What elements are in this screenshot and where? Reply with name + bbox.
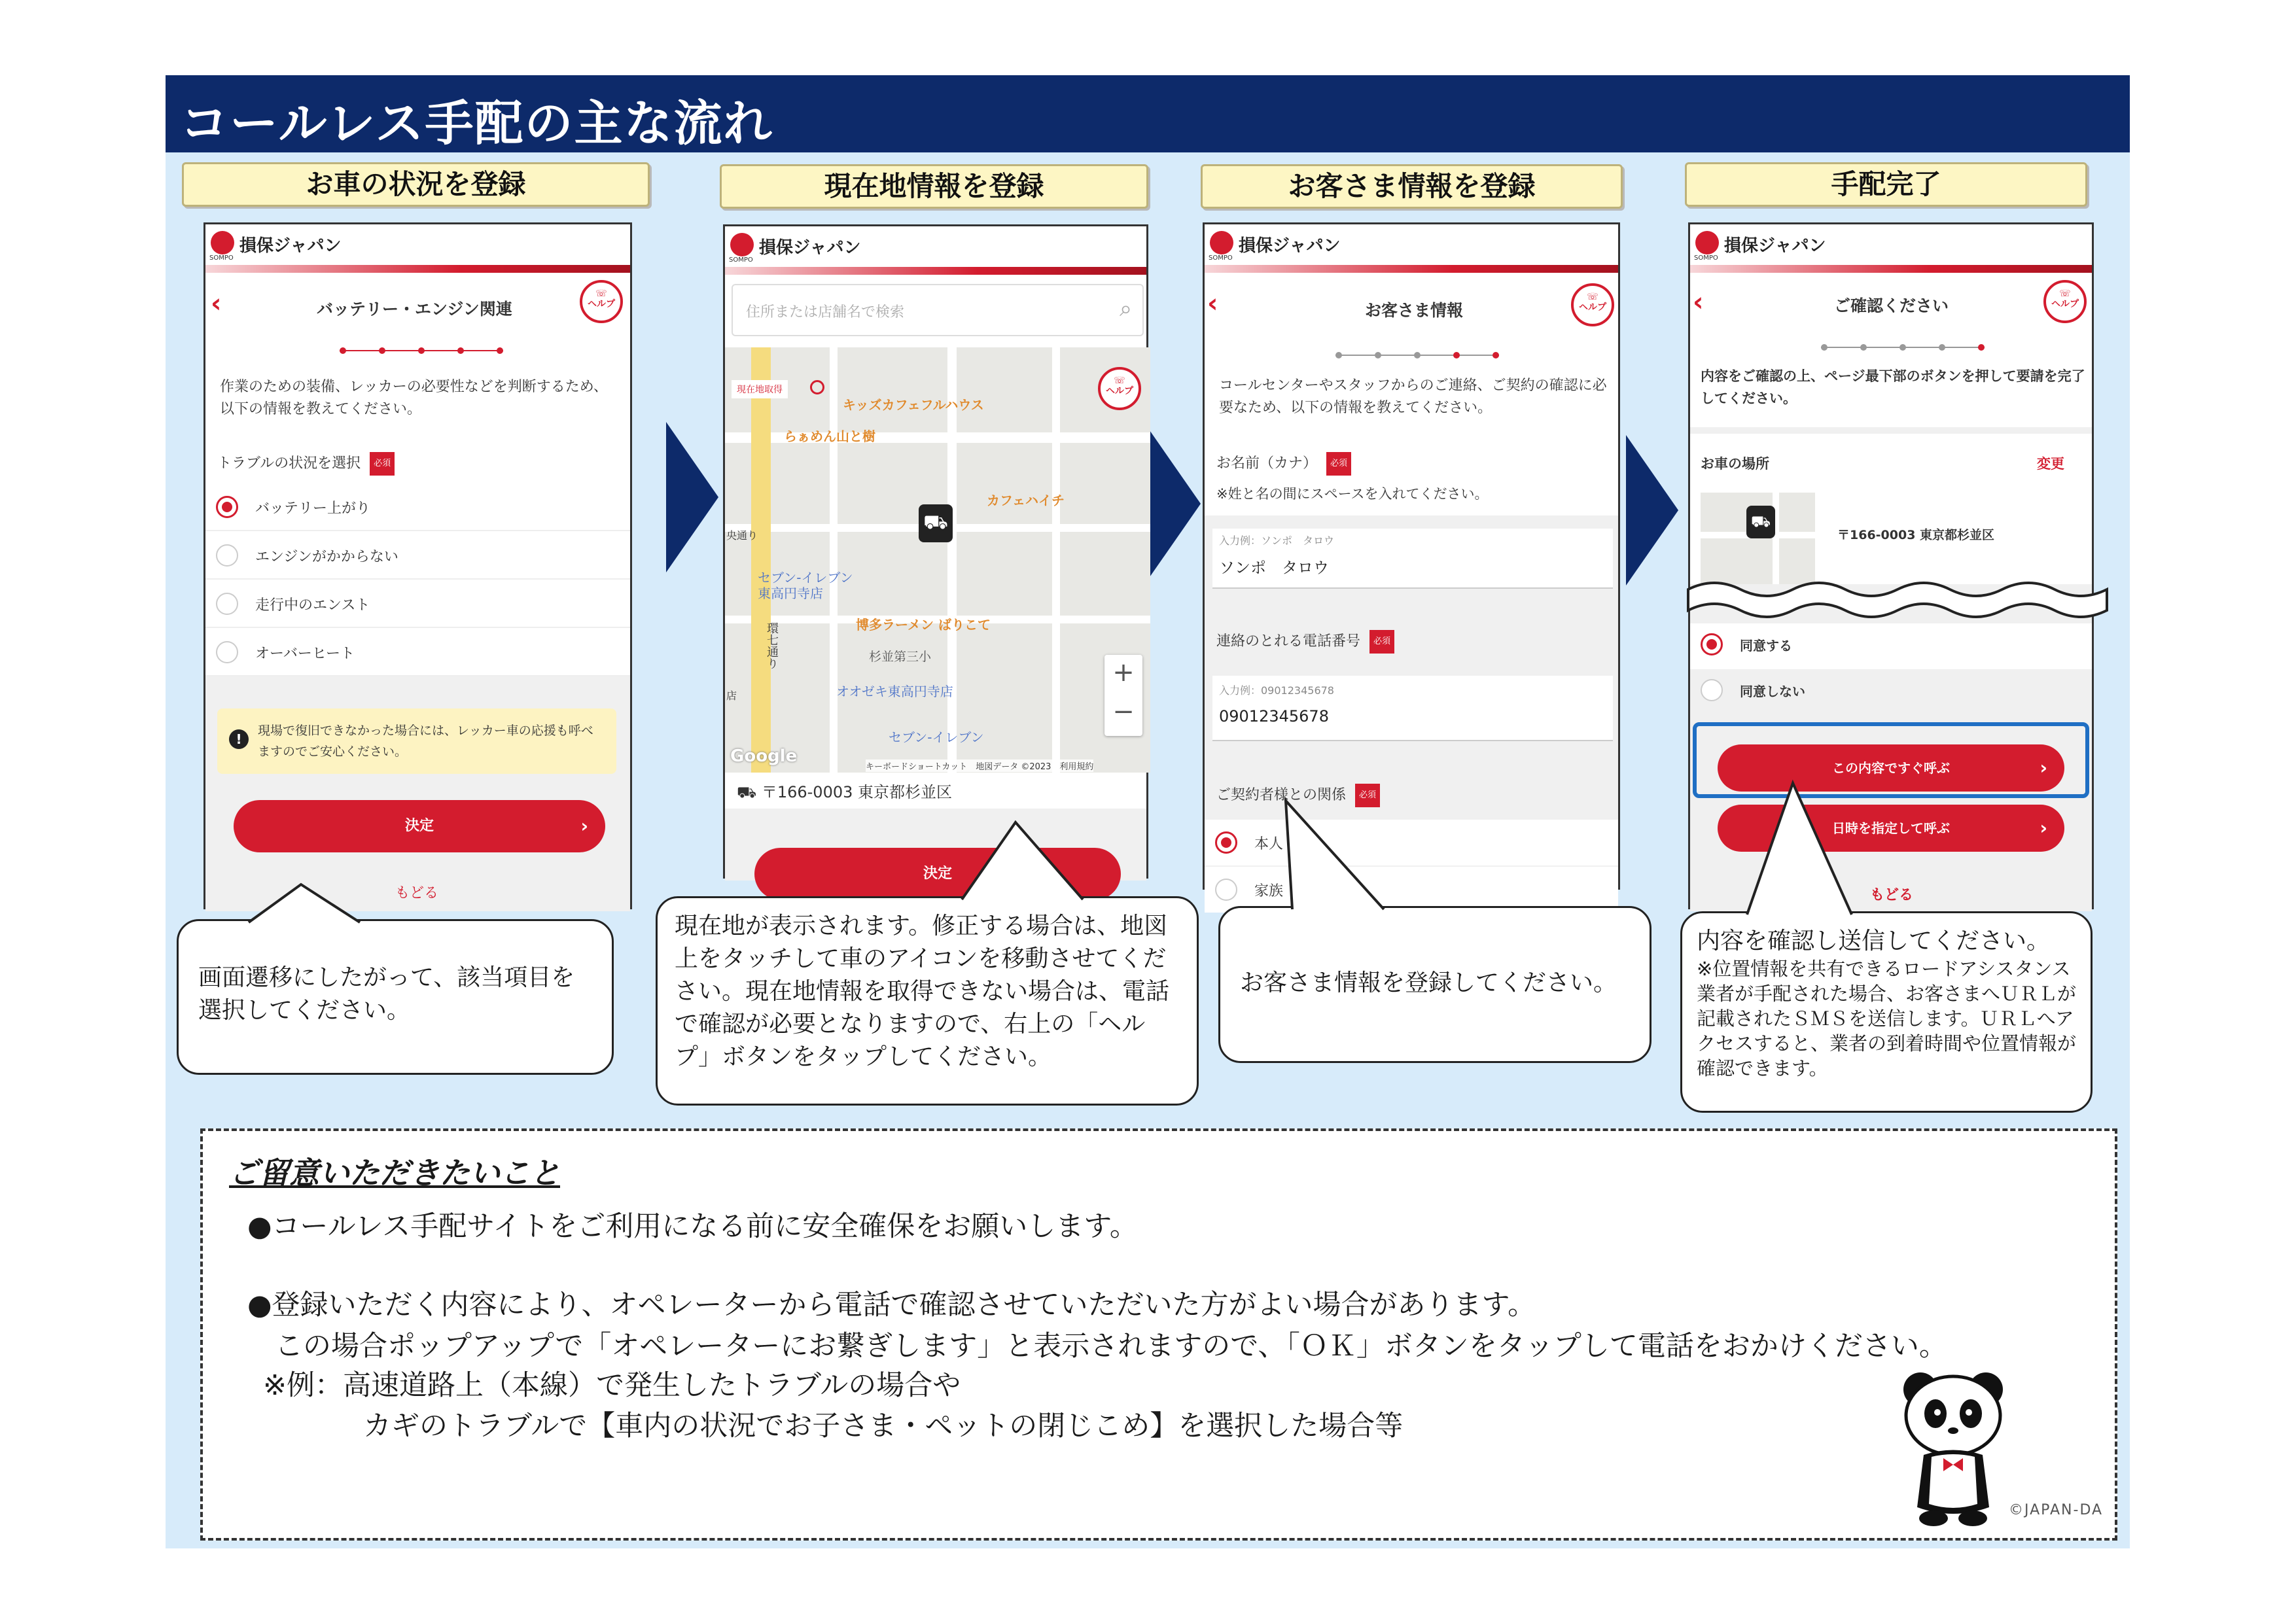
info-icon: ! — [229, 729, 249, 749]
car-pin-icon[interactable]: ⛟ — [919, 504, 953, 542]
header-stripe — [1205, 265, 1618, 273]
required-badge: 必須 — [1326, 452, 1351, 476]
phone-field[interactable] — [1212, 676, 1613, 741]
intro-text: 内容をご確認の上、ページ最下部のボタンを押して要請を完了してください。 — [1701, 368, 2085, 406]
road-label: 央通り — [726, 529, 758, 542]
radio[interactable] — [1215, 879, 1237, 901]
option-battery[interactable]: バッテリー上がり — [205, 483, 630, 531]
header-stripe — [205, 265, 630, 273]
name-field[interactable] — [1212, 529, 1613, 589]
name-label: お名前（カナ） 必須 — [1216, 452, 1351, 476]
zoom-controls — [1104, 655, 1142, 736]
panda-mascot-icon — [1891, 1367, 2015, 1530]
header-stripe — [725, 267, 1146, 275]
help-label: ヘルプ — [1106, 386, 1133, 396]
submit-button[interactable]: 決定 › — [234, 800, 605, 852]
location-card — [1690, 434, 2092, 584]
brand-name: 損保ジャパン — [239, 236, 342, 256]
phone-icon: ☏ — [1114, 375, 1125, 386]
brand-sub: SOMPO — [729, 256, 753, 264]
current-location-button[interactable]: 現在地取得 — [732, 380, 788, 398]
phone-icon: ☏ — [1587, 292, 1598, 302]
required-badge: 必須 — [1355, 784, 1380, 807]
callout-text: 内容を確認し送信してください。 — [1697, 928, 2051, 954]
option-overheat[interactable]: オーバーヒート — [205, 628, 630, 676]
section-label: トラブルの状況を選択 必須 — [217, 452, 395, 476]
brand-name: 損保ジャパン — [1239, 236, 1341, 256]
location-label: お車の場所 — [1701, 456, 1769, 472]
app-header — [1205, 224, 1618, 277]
cut-indicator — [1688, 576, 2098, 623]
map-attribution: キーボードショートカット 地図データ ©2023 利用規約 — [866, 759, 1093, 772]
phone-icon: ☏ — [2059, 288, 2071, 299]
callout-tail — [1279, 799, 1390, 911]
header-stripe — [1690, 265, 2092, 273]
submit-button[interactable]: 決定 — [754, 848, 1121, 900]
chevron-right-icon: › — [580, 815, 588, 837]
brand-name: 損保ジャパン — [1724, 236, 1826, 256]
help-button[interactable] — [580, 280, 623, 323]
search-placeholder: 住所または店舗名で検索 — [746, 304, 905, 321]
intro-text: コールセンターやスタッフからのご連絡、ご契約の確認に必要なため、以下の情報を教えてください。 — [1219, 377, 1607, 416]
options-list — [205, 483, 630, 692]
flow-arrow-3 — [1626, 435, 1678, 585]
name-placeholder: 入力例：ソンポ タロウ — [1219, 534, 1335, 547]
radio[interactable] — [216, 544, 238, 567]
back-chevron-icon[interactable]: ‹ — [1207, 288, 1218, 319]
option-engine[interactable]: エンジンがかからない — [205, 531, 630, 580]
change-link[interactable]: 変更 — [2037, 456, 2064, 472]
note-item-2: ●登録いただく内容により、オペレーターから電話で確認させていただいた方がよい場合があります。 — [247, 1289, 1536, 1321]
call-schedule-button[interactable]: 日時を指定して呼ぶ › — [1718, 805, 2064, 852]
app-header — [205, 224, 630, 277]
callout-step-2: 現在地が表示されます。修正する場合は、地図上をタッチして車のアイコンを移動させてください。現在地情報を取得できない場合は、電話で確認が必要となりますので、右上の「ヘルプ」ボタンをタップしてください。 — [656, 896, 1199, 1106]
poi-label: 博多ラーメン ばりこて — [856, 617, 991, 633]
flow-arrow-2 — [1148, 428, 1201, 579]
note-item-2-detail: この場合ポップアップで「オペレーターにお繋ぎします」と表示されますので、「ＯＫ」ボタンをタップして電話をおかけください。 — [275, 1330, 1947, 1363]
intro-text: 作業のための装備、レッカーの必要性などを判断するため、以下の情報を教えてください。 — [220, 379, 608, 417]
required-badge: 必須 — [370, 452, 395, 476]
poi-label: オオゼキ東高円寺店 — [836, 684, 953, 699]
warning-text: 現場で復旧できなかった場合には、レッカー車の応援も呼べますのでご安心ください。 — [258, 724, 593, 759]
screen-customer-info — [1203, 222, 1620, 899]
phone-icon: ☏ — [595, 288, 607, 299]
app-header — [1690, 224, 2092, 277]
chevron-right-icon: › — [2040, 817, 2047, 839]
name-note: ※姓と名の間にスペースを入れてください。 — [1216, 486, 1489, 502]
relation-label: ご契約者様との関係 必須 — [1216, 784, 1380, 807]
poi-label: セブン-イレブン — [889, 729, 984, 745]
app-header — [725, 226, 1146, 279]
call-now-button[interactable]: この内容ですぐ呼ぶ › — [1718, 744, 2064, 792]
brand-sub: SOMPO — [1209, 254, 1233, 262]
callout-tail — [249, 883, 366, 924]
progress-dots — [340, 345, 503, 356]
map-view[interactable] — [725, 347, 1150, 773]
road-label: 環七通り — [765, 622, 779, 669]
main-road — [751, 347, 771, 773]
mascot-copyright: ©JAPAN-DA — [2009, 1502, 2104, 1518]
agree-option[interactable]: 同意する — [1690, 623, 2092, 669]
radio-selected[interactable] — [1701, 633, 1723, 655]
step-label-1: お車の状況を登録 — [182, 162, 650, 207]
back-link[interactable]: もどる — [1870, 887, 1914, 903]
required-badge: 必須 — [1369, 630, 1394, 654]
poi-label: セブン-イレブン 東高円寺店 — [758, 570, 853, 601]
car-icon: ⛟ — [737, 783, 762, 801]
phone-value: 09012345678 — [1219, 707, 1329, 725]
help-button[interactable] — [2043, 280, 2087, 323]
disagree-option[interactable]: 同意しない — [1690, 669, 2092, 715]
back-link[interactable]: もどる — [395, 885, 439, 901]
poi-label: キッズカフェフルハウス — [843, 397, 984, 413]
search-icon[interactable]: ⌕ — [1119, 296, 1132, 322]
callout-step-1: 画面遷移にしたがって、該当項目を選択してください。 — [177, 919, 614, 1075]
warning-box — [217, 708, 616, 774]
radio[interactable] — [1701, 679, 1723, 701]
brand-logo-icon — [1695, 231, 1719, 254]
callout-step-3: お客さま情報を登録してください。 — [1218, 906, 1651, 1063]
google-logo: Google — [730, 746, 798, 766]
step-label-2: 現在地情報を登録 — [720, 164, 1148, 209]
callout-tail — [1740, 782, 1858, 916]
screen-title: お客さま情報 — [1365, 301, 1464, 320]
flow-arrow-1 — [666, 422, 718, 572]
name-value: ソンポ タロウ — [1219, 559, 1329, 577]
crosshair-icon — [810, 380, 824, 394]
notes-heading: ご留意いただきたいこと — [229, 1155, 560, 1191]
brand-sub: SOMPO — [209, 254, 234, 262]
progress-dots — [1821, 342, 1985, 353]
back-chevron-icon[interactable]: ‹ — [1693, 287, 1704, 317]
address-row: ⛟ 〒166-0003 東京都杉並区 — [737, 783, 953, 801]
brand-sub: SOMPO — [1694, 254, 1718, 262]
screen-title: ご確認ください — [1834, 296, 1949, 315]
note-item-1: ●コールレス手配サイトをご利用になる前に安全確保をお願いします。 — [247, 1210, 1138, 1243]
address-text: 〒166-0003 東京都杉並区 — [1837, 528, 1995, 542]
phone-placeholder: 入力例：09012345678 — [1219, 684, 1334, 697]
brand-logo-icon — [730, 233, 754, 256]
brand-logo-icon — [211, 231, 234, 254]
brand-name: 損保ジャパン — [759, 238, 861, 258]
radio[interactable] — [216, 641, 238, 663]
location-map-thumb — [1701, 493, 1815, 584]
step-label-4: 手配完了 — [1685, 162, 2087, 207]
help-label: ヘルプ — [2051, 299, 2079, 309]
screen-location — [723, 224, 1148, 882]
callout-step-4 — [1680, 911, 2093, 1113]
option-stall[interactable]: 走行中のエンスト — [205, 580, 630, 628]
progress-dots — [1335, 350, 1499, 360]
step-label-3: お客さま情報を登録 — [1201, 164, 1623, 209]
road-label: 店 — [726, 689, 737, 702]
help-label: ヘルプ — [588, 299, 615, 309]
callout-note: ※位置情報を共有できるロードアシスタンス業者が手配された場合、お客さまへＵＲＬが記載されたＳＭＳを送信します。ＵＲＬへアクセスすると、業者の到着時間や位置情報が確認できます。 — [1697, 958, 2077, 1079]
poi-label: カフェハイチ — [987, 493, 1065, 508]
radio[interactable] — [216, 593, 238, 615]
help-label: ヘルプ — [1579, 302, 1606, 313]
notes-box — [200, 1128, 2117, 1541]
radio-selected[interactable] — [216, 496, 238, 518]
note-example-2: カギのトラブルで【車内の状況でお子さま・ペットの閉じこめ】を選択した場合等 — [363, 1410, 1404, 1442]
screen-vehicle-status — [203, 222, 632, 909]
brand-logo-icon — [1210, 231, 1233, 254]
zoom-out-button[interactable]: − — [1112, 697, 1135, 727]
phone-label: 連絡のとれる電話番号 必須 — [1216, 630, 1394, 654]
relation-option-self[interactable]: 本人 — [1205, 820, 1618, 865]
note-example: ※例：高速道路上（本線）で発生したトラブルの場合や — [263, 1369, 961, 1402]
zoom-in-button[interactable]: + — [1112, 657, 1135, 688]
back-chevron-icon[interactable]: ‹ — [211, 288, 222, 319]
screen-title: バッテリー・エンジン関連 — [317, 300, 512, 319]
poi-label: らぁめん山と樹 — [784, 428, 875, 444]
relation-option-family[interactable]: 家族 — [1205, 867, 1618, 913]
page-title: コールレス手配の主な流れ — [180, 96, 773, 152]
poi-label: 杉並第三小 — [869, 650, 932, 664]
radio-selected[interactable] — [1215, 831, 1237, 854]
help-button[interactable] — [1098, 367, 1141, 410]
car-pin-icon: ⛟ — [1746, 506, 1775, 538]
chevron-right-icon: › — [2040, 757, 2047, 778]
help-button[interactable] — [1571, 283, 1614, 326]
search-input[interactable] — [732, 284, 1144, 336]
callout-tail — [962, 821, 1086, 901]
